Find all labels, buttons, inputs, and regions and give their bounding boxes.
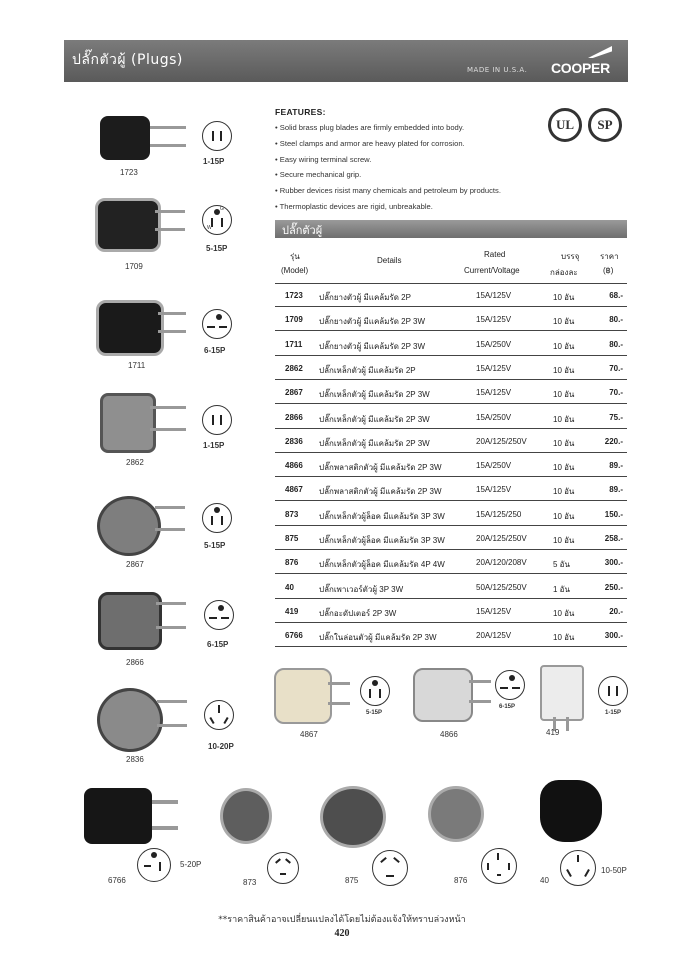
details-cell: ปลั๊กเหล็กตัวผู้ มีแคล้มรัด 2P 3W: [319, 438, 430, 448]
nema-label: 5-15P: [204, 541, 226, 550]
rated-cell: 20A/125/250V: [476, 534, 527, 543]
nema-label: 6-15P: [499, 704, 516, 710]
page-number: 420: [334, 928, 350, 939]
price-cell: 70.-: [609, 363, 623, 373]
price-cell: 80.-: [609, 315, 623, 325]
plug-blade-icon: [469, 700, 491, 703]
plug-blade-icon: [157, 724, 187, 727]
model-label: 2866: [126, 658, 144, 667]
plug-blade-icon: [150, 144, 186, 147]
details-cell: ปลั๊กยางตัวผู้ มีแคล้มรัด 2P 3W: [319, 341, 426, 351]
price-cell: 89.-: [609, 485, 623, 495]
model-label: 6766: [108, 876, 126, 885]
table-row: [275, 284, 627, 307]
page-title: ปลั๊กตัวผู้ (Plugs): [72, 52, 183, 68]
model-cell: 2836: [285, 436, 303, 446]
model-label: 1709: [125, 262, 143, 271]
details-cell: ปลั๊กเหล็กตัวผู้ มีแคล้มรัด 2P: [319, 365, 416, 375]
price-cell: 70.-: [609, 388, 623, 398]
nema-label: 5-15P: [366, 710, 383, 716]
feature-item: • Rubber devices risist many chemicals and petroleum by products.: [275, 186, 501, 195]
col-header-qty-2: กล่องละ: [550, 268, 578, 277]
nema-label: 1-15P: [203, 157, 225, 166]
nema-label: 1-15P: [203, 441, 225, 450]
plug-blade-icon: [328, 702, 350, 705]
brand-logo: COOPER: [551, 60, 610, 76]
qty-cell: 10 อัน: [553, 390, 575, 400]
price-cell: 258.-: [604, 534, 623, 543]
feature-item: • Secure mechanical grip.: [275, 170, 362, 179]
plug-419-image: [540, 665, 584, 721]
nema-1-15p-face-icon: [598, 676, 628, 706]
plug-blade-icon: [157, 700, 187, 703]
model-label: 1723: [120, 168, 138, 177]
csa-certification-icon: SP: [588, 108, 622, 142]
model-cell: 876: [285, 558, 299, 568]
qty-cell: 10 อัน: [553, 341, 575, 351]
rated-cell: 15A/125V: [476, 363, 512, 373]
price-disclaimer: **ราคาสินค้าอาจเปลี่ยนแปลงได้โดยไม่ต้องแจ้งให้ทราบล่วงหน้า: [218, 915, 466, 925]
nema-5-15p-face-icon: [202, 503, 232, 533]
table-row: [275, 478, 627, 501]
rated-cell: 15A/125V: [476, 291, 512, 300]
model-cell: 40: [285, 582, 294, 592]
rated-cell: 20A/120/208V: [476, 558, 527, 568]
nema-10-20p-face-icon: [204, 700, 234, 730]
details-cell: ปลั๊กยางตัวผู้ มีแคล้มรัด 2P: [319, 293, 411, 302]
feature-item: • Solid brass plug blades are firmly embedded into body.: [275, 123, 465, 132]
details-cell: ปลั๊กพลาสติกตัวผู้ มีแคล้มรัด 2P 3W: [319, 463, 442, 473]
rated-cell: 15A/250V: [476, 412, 512, 422]
table-row: [275, 308, 627, 331]
table-row: [275, 624, 627, 647]
price-cell: 68.-: [609, 291, 623, 300]
model-cell: 875: [285, 534, 299, 543]
col-header-model-th: รุ่น: [290, 252, 300, 261]
model-label: 40: [540, 876, 549, 885]
table-row: [275, 600, 627, 623]
rated-cell: 15A/125V: [476, 606, 512, 616]
plug-4866-image: [413, 668, 473, 722]
qty-cell: 10 อัน: [553, 633, 575, 643]
plug-blade-icon: [150, 126, 186, 129]
qty-cell: 5 อัน: [553, 560, 570, 570]
col-header-rated-1: Rated: [484, 250, 506, 259]
nema-1-15p-face-icon: [202, 121, 232, 151]
rated-cell: 20A/125V: [476, 631, 512, 641]
plug-blade-icon: [158, 330, 186, 333]
rated-cell: 20A/125/250V: [476, 436, 527, 446]
model-label: 2836: [126, 755, 144, 764]
price-cell: 20.-: [609, 606, 623, 616]
plug-blade-icon: [150, 428, 186, 431]
nema-label: 6-15P: [204, 346, 226, 355]
table-row: [275, 381, 627, 404]
model-label: 876: [454, 876, 468, 885]
table-row: [275, 551, 627, 574]
model-cell: 1723: [285, 291, 303, 300]
model-cell: 419: [285, 606, 299, 616]
model-label: 2867: [126, 560, 144, 569]
model-label: 419: [546, 728, 560, 737]
details-cell: ปลั๊กเหล็กตัวผู้ มีแคล้มรัด 2P 3W: [319, 390, 430, 400]
details-cell: ปลั๊กเหล็กตัวผู้ล็อค มีแคล้มรัด 3P 3W: [319, 536, 445, 545]
details-cell: ปลั๊กยางตัวผู้ มีแคล้มรัด 2P 3W: [319, 317, 426, 327]
qty-cell: 10 อัน: [553, 317, 575, 327]
model-cell: 4867: [285, 485, 303, 495]
price-cell: 75.-: [609, 412, 623, 422]
nema-label: 5-15P: [206, 244, 228, 253]
plug-2836-image: [97, 688, 163, 752]
details-cell: ปลั๊กอะดัปเตอร์ 2P 3W: [319, 608, 397, 618]
table-row: [275, 357, 627, 380]
nema-label: 10-50P: [601, 866, 627, 875]
section-bar: [275, 220, 627, 238]
section-title: ปลั๊กตัวผู้: [282, 224, 323, 237]
col-header-model-en: (Model): [281, 266, 309, 275]
rated-cell: 15A/125V: [476, 485, 512, 495]
rated-cell: 50A/125/250V: [476, 582, 527, 592]
plug-blade-icon: [155, 506, 185, 509]
rated-cell: 15A/250V: [476, 461, 512, 471]
feature-item: • Thermoplastic devices are rigid, unbreakable.: [275, 202, 433, 211]
rated-cell: 15A/125/250: [476, 509, 522, 519]
qty-cell: 10 อัน: [553, 365, 575, 375]
col-header-qty-1: บรรจุ: [561, 252, 580, 261]
plug-875-image: [320, 786, 386, 848]
qty-cell: 10 อัน: [553, 438, 575, 448]
model-label: 873: [243, 878, 257, 887]
plug-40-image: [540, 780, 602, 842]
qty-cell: 10 อัน: [553, 487, 575, 497]
feature-item: • Easy wiring terminal screw.: [275, 155, 372, 164]
qty-cell: 1 อัน: [553, 584, 570, 594]
table-row: [275, 430, 627, 453]
rated-cell: 15A/125V: [476, 388, 512, 398]
qty-cell: 10 อัน: [553, 511, 575, 521]
nema-10-50p-face-icon: [560, 850, 596, 886]
plug-4867-image: [274, 668, 332, 724]
ground-letter: G: [220, 206, 224, 212]
plug-1709-image: [95, 198, 161, 252]
locking-plug-face-icon: [481, 848, 517, 884]
details-cell: ปลั๊กพลาสติกตัวผู้ มีแคล้มรัด 2P 3W: [319, 487, 442, 497]
plug-2866-image: [98, 592, 162, 650]
plug-blade-icon: [156, 626, 186, 629]
plug-blade-icon: [158, 312, 186, 315]
details-cell: ปลั๊กเหล็กตัวผู้ล็อค มีแคล้มรัด 4P 4W: [319, 560, 445, 570]
table-row: [275, 454, 627, 477]
model-label: 4867: [300, 730, 318, 739]
locking-plug-face-icon: [267, 852, 299, 884]
plug-blade-icon: [155, 528, 185, 531]
plug-blade-icon: [156, 602, 186, 605]
table-row: [275, 576, 627, 599]
price-cell: 300.-: [604, 631, 623, 641]
plug-873-image: [220, 788, 272, 844]
locking-plug-face-icon: [372, 850, 408, 886]
nema-5-15p-face-icon: [360, 676, 390, 706]
plug-1723-image: [100, 116, 150, 160]
nema-label: 6-15P: [207, 640, 229, 649]
details-cell: ปลั๊กในล่อนตัวผู้ มีแคล้มรัด 2P 3W: [319, 633, 437, 643]
col-header-rated-2: Current/Voltage: [464, 266, 520, 275]
nema-5-15p-face-icon: [202, 205, 232, 235]
plug-blade-icon: [152, 800, 178, 804]
model-cell: 6766: [285, 631, 303, 641]
model-label: 875: [345, 876, 359, 885]
model-cell: 2866: [285, 412, 303, 422]
made-in-label: MADE IN U.S.A.: [467, 66, 528, 74]
plug-2867-image: [97, 496, 161, 556]
nema-label: 1-15P: [605, 710, 622, 716]
nema-label: 5-20P: [180, 860, 202, 869]
details-cell: ปลั๊กเพาเวอร์ตัวผู้ 3P 3W: [319, 584, 404, 594]
plug-blade-icon: [469, 680, 491, 683]
col-header-details: Details: [377, 256, 402, 265]
neutral-letter: W: [207, 225, 212, 231]
plug-blade-icon: [150, 406, 186, 409]
col-header-price-2: (฿): [603, 266, 614, 275]
nema-6-15p-face-icon: [204, 600, 234, 630]
table-row: [275, 503, 627, 526]
nema-label: 10-20P: [208, 742, 234, 751]
model-label: 4866: [440, 730, 458, 739]
nema-6-15p-face-icon: [202, 309, 232, 339]
plug-blade-icon: [566, 717, 569, 731]
plug-blade-icon: [328, 682, 350, 685]
plug-blade-icon: [152, 826, 178, 830]
table-row: [275, 333, 627, 356]
nema-6-15p-face-icon: [495, 670, 525, 700]
price-cell: 150.-: [604, 509, 623, 519]
plug-blade-icon: [155, 210, 185, 213]
plug-876-image: [428, 786, 484, 842]
price-cell: 80.-: [609, 339, 623, 349]
rated-cell: 15A/250V: [476, 339, 512, 349]
plug-2862-image: [100, 393, 156, 453]
qty-cell: 10 อัน: [553, 293, 575, 302]
features-title: FEATURES:: [275, 107, 326, 117]
rated-cell: 15A/125V: [476, 315, 512, 325]
qty-cell: 10 อัน: [553, 414, 575, 424]
price-cell: 250.-: [604, 582, 623, 592]
plug-blade-icon: [155, 228, 185, 231]
price-cell: 220.-: [604, 436, 623, 446]
model-label: 2862: [126, 458, 144, 467]
plug-1711-image: [96, 300, 164, 356]
model-cell: 1709: [285, 315, 303, 325]
qty-cell: 10 อัน: [553, 608, 575, 618]
model-cell: 4866: [285, 461, 303, 471]
nema-1-15p-face-icon: [202, 405, 232, 435]
price-cell: 89.-: [609, 461, 623, 471]
col-header-price-1: ราคา: [600, 252, 619, 261]
model-cell: 2867: [285, 388, 303, 398]
details-cell: ปลั๊กเหล็กตัวผู้ มีแคล้มรัด 2P 3W: [319, 414, 430, 424]
model-cell: 1711: [285, 339, 303, 349]
plug-6766-image: [84, 788, 152, 844]
qty-cell: 10 อัน: [553, 536, 575, 545]
nema-5-20p-face-icon: [137, 848, 171, 882]
details-cell: ปลั๊กเหล็กตัวผู้ล็อค มีแคล้มรัด 3P 3W: [319, 511, 445, 521]
price-cell: 300.-: [604, 558, 623, 568]
model-cell: 873: [285, 509, 299, 519]
qty-cell: 10 อัน: [553, 463, 575, 473]
table-row: [275, 406, 627, 429]
table-row: [275, 527, 627, 550]
feature-item: • Steel clamps and armor are heavy plated for corrosion.: [275, 139, 465, 148]
model-cell: 2862: [285, 363, 303, 373]
ul-certification-icon: UL: [548, 108, 582, 142]
model-label: 1711: [128, 361, 146, 370]
